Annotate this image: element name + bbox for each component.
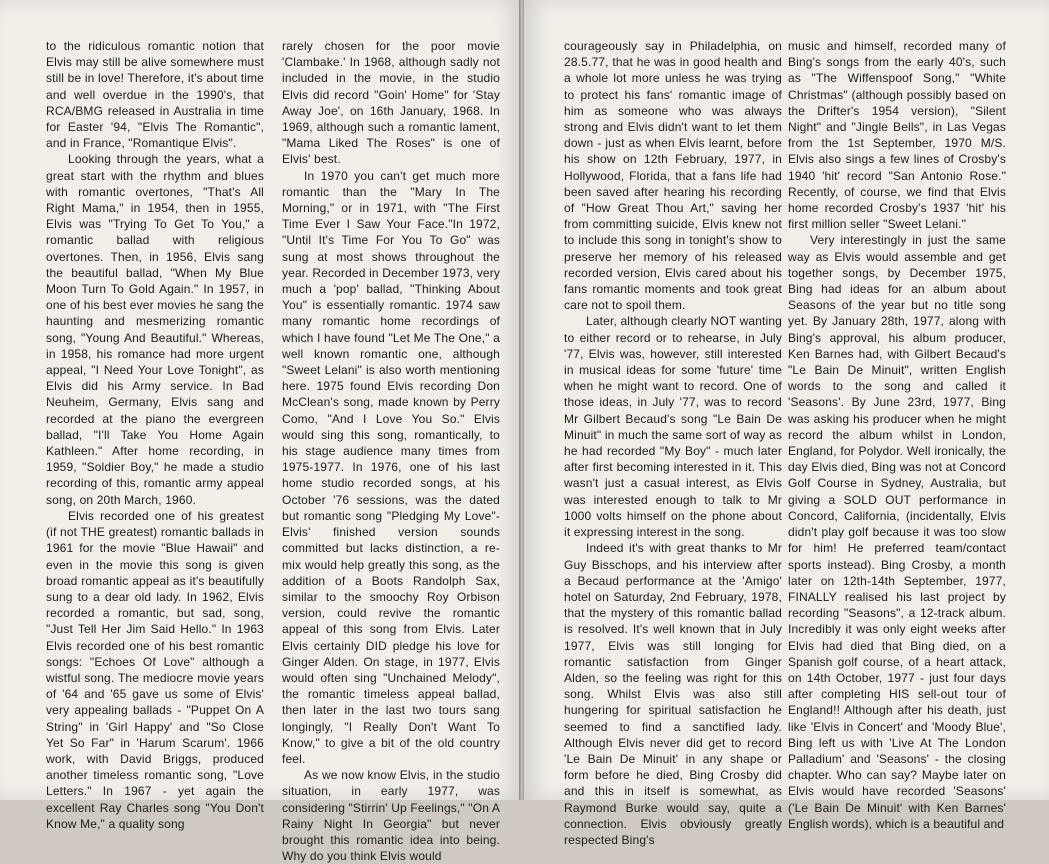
left-page bbox=[0, 0, 520, 864]
paragraph: In 1970 you can't get much more romantic than the "Mary In The Morning," or in 1971, with "The First Time Ever I Saw Your Face."In 1972, "Until It's Time For You To Go" was sung at most shows throughout the year. Recorded in December 1973, very much a 'pop' ballad, "Thinking About You" is essentially romantic. 1974 saw many romantic home recordings of which I have found "Let Me The One," a well known romantic one, although "Sweet Lelani" is also worth mentioning here. 1975 found Elvis recording Don McClean's song, made known by Perry Como, "And I Love You So." Elvis would sing this song, romantically, to his stage audience many times from 1975-1977. In 1976, one of his last home studio recorded songs, at his October '76 sessions, was the dated but romantic song "Pledging My Love"- Elvis' finished version sounds committed but lacks distinction, a re-mix would help greatly this song, as the addition of a Boots Randolph Sax, similar to the smoochy Roy Orbison version, could revive the romantic appeal of this song from Elvis. Later Elvis certainly DID pledge his love for Ginger Alden. On stage, in 1977, Elvis would often sing "Unchained Melody", the romantic timeless appeal ballad, then later in the last two tours sang longingly, "I Really Don't Want To Know," to give a bit of the old country feel. bbox=[282, 168, 500, 766]
right-page bbox=[524, 0, 1049, 847]
left-page-column-1 bbox=[46, 38, 264, 831]
right-page-column-1 bbox=[564, 38, 782, 847]
paragraph: courageously say in Philadelphia, on 28.5.77, that he was in good health and a whole lot more unless he was trying to protect his fans' romantic image of him as someone who was always strong and Elvis didn't want to let them down - just as when Elvis learnt, before his show on 12th February, 1977, in Hollywood, Florida, that a fans life had been saved after hearing his recording of "How Great Thou Art," saving her from committing suicide, Elvis knew not to include this song in tonight's show to preserve her memory of his released recorded version, Elvis cared about his fans romantic moments and took great care not to spoil them. bbox=[564, 39, 782, 313]
paragraph: Looking through the years, what a great start with the rhythm and blues with romantic overtones, "That's All Right Mama," in 1954, then in 1955, Elvis was "Trying To Get To You," a romantic ballad with religious overtones. Then, in 1956, Elvis sang the beautiful ballad, "When My Blue Moon Turn To Gold Again." In 1957, in one of his best ever movies he sang the haunting and mesmerizing romantic song, "Young And Beautiful." Whereas, in 1958, his romance had more urgent appeal, "I Need Your Love Tonight", as Elvis did his Army service. In Bad Neuheim, Germany, Elvis sang and recorded at the piano the evergreen ballad, "I'll Take You Home Again Kathleen." After home recording, in 1959, "Soldier Boy," he made a studio recording of this, romantic army appeal song, on 20th March, 1960. bbox=[46, 152, 264, 507]
paragraph: Very interestingly in just the same way as Elvis would assemble and get together songs, by December 1975, Bing had ideas for an album about Seasons of the year but no title song yet. By January 28th, 1977, along with Bing's approval, his album producer, Ken Barnes had, with Gilbert Becaud's "Le Bain De Minuit", written English words to the song and called it 'Seasons'. By June 23rd, 1977, Bing was asking his producer when he might record the album whilst in London, England, for Polydor. Well ironically, the day Elvis died, Bing was not at Concord Golf Course in Sydney, Australia, but giving a SOLD OUT performance in Concord, California, (incidentally, Elvis didn't play golf because it was too slow for him! He preferred team/contact sports instead). Bing Crosby, a month later on 12th-14th September, 1977, FINALLY realised his last project by recording "Seasons", a 12-track album. Incredibly it was only eight weeks after Elvis had died that Bing died, on a Spanish golf course, of a heart attack, on 14th October, 1977 - just four days after completing HIS sell-out tour of England!! Although after his death, just like 'Elvis in Concert' and 'Moody Blue', Bing left us with 'Live At The London Palladium' and 'Seasons' - the closing chapter. Who can say? Maybe later on Elvis would have recorded 'Seasons' ('Le Bain De Minuit' with Ken Barnes' English words), which is a beautiful and bbox=[788, 233, 1006, 831]
right-page-column-2 bbox=[788, 38, 1006, 831]
paragraph: Later, although clearly NOT wanting to either record or to rehearse, in July '77, Elvis was, however, still interested in musical ideas for some 'future' time when he might want to record. One of those ideas, in July '77, was to record Mr Gilbert Becaud's song "Le Bain De Minuit" in much the same sort of way as he had recorded "My Boy" - much later after first becoming interested in it. This wasn't just a casual interest, as Elvis was interested enough to talk to Mr 1000 volts himself on the phone about it expressing interest in the song. bbox=[564, 314, 782, 540]
paragraph: rarely chosen for the poor movie 'Clambake.' In 1968, although sadly not included in the movie, in the studio Elvis did record "Goin' Home" for 'Stay Away Joe', on 16th January, 1968. In 1969, although such a romantic lament, "Mama Liked The Roses" is one of Elvis' best. bbox=[282, 39, 500, 167]
left-page-column-2 bbox=[282, 38, 500, 864]
paragraph: to the ridiculous romantic notion that Elvis may still be alive somewhere must still be in love! Therefore, it's about time and well overdue in the 1990's, that RCA/BMG released in Australia in time for Easter '94, "Elvis The Romantic", and in France, "Romantique Elvis". bbox=[46, 39, 264, 151]
paragraph: music and himself, recorded many of Bing's songs from the early 40's, such as "The Wiffenspoof Song," "White Christmas" (although possibly based on the Drifter's 1954 version), "Silent Night" and "Jingle Bells", in Las Vegas from the 1st September, 1970 M/S. Elvis also sings a few lines of Crosby's 1940 'hit' record "San Antonio Rose." Recently, of course, we find that Elvis home recorded Crosby's 1937 'hit' his first million seller "Sweet Lelani." bbox=[788, 39, 1006, 232]
paragraph: Elvis recorded one of his greatest (if not THE greatest) romantic ballads in 1961 for the movie "Blue Hawaii" and even in the movie this song is given broad romantic appeal as it's beautifully sung to a dear old lady. In 1962, Elvis recorded a romantic, but sad, song, "Just Tell Her Jim Said Hello." In 1963 Elvis recorded one of his best romantic songs: "Echoes Of Love" although a wistful song. The mediocre movie years of '64 and '65 gave us some of Elvis' very appealing ballads - "Puppet On A String" in 'Girl Happy' and "So Close Yet So Far" in 'Harum Scarum'. 1966 work, with David Briggs, produced another timeless romantic song, "Love Letters." In 1967 - yet again the excellent Ray Charles song "You Don't Know Me," a quality song bbox=[46, 508, 264, 831]
paragraph: As we now know Elvis, in the studio situation, in early 1977, was considering "Stirrin' Up Feelings," "On A Rainy Night In Georgia" but never brought this romantic idea into being. Why do you think Elvis would bbox=[282, 768, 500, 864]
paragraph: Indeed it's with great thanks to Mr Guy Bisschops, and his interview after a Becaud performance at the 'Amigo' hotel on Saturday, 2nd February, 1978, that the mystery of this romantic ballad is resolved. It's well known that in July 1977, Elvis was still longing for romantic satisfaction from Ginger Alden, so the feeling was right for this song. Whilst Elvis was also still hungering for spiritual satisfaction he seemed to find a sanctified lady. Although Elvis never did get to record 'Le Bain De Minuit' in any shape or form before he died, Bing Crosby did and this in itself is somewhat, as Raymond Burke would say, quite a connection. Elvis obviously greatly respected Bing's bbox=[564, 541, 782, 847]
